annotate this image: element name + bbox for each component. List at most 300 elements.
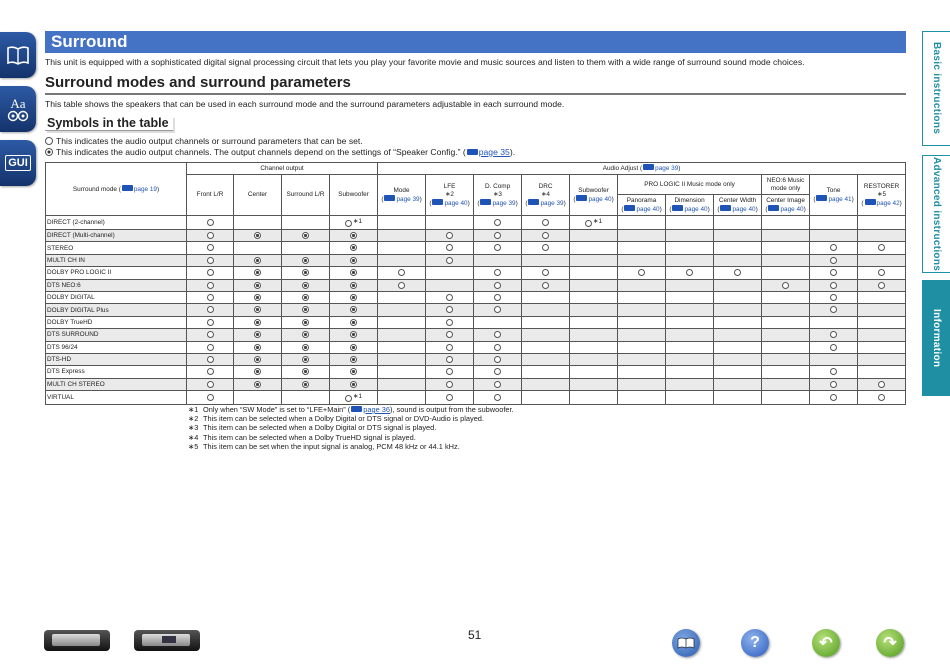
cell-lfe bbox=[426, 230, 474, 242]
cell-sub bbox=[330, 216, 378, 230]
cell-surround bbox=[282, 230, 330, 242]
cell-tone bbox=[810, 341, 858, 353]
front-panel-icon[interactable] bbox=[44, 630, 110, 651]
tab-basic-instructions[interactable] bbox=[922, 31, 950, 146]
open-circle-icon bbox=[542, 244, 549, 251]
open-circle-icon bbox=[207, 282, 214, 289]
cell-sub bbox=[330, 316, 378, 328]
cell-dcomp bbox=[474, 230, 522, 242]
table-body bbox=[46, 216, 906, 405]
page-number: 51 bbox=[468, 628, 482, 642]
cell-cimage bbox=[762, 291, 810, 303]
tab-information[interactable] bbox=[922, 280, 950, 396]
table-row bbox=[46, 304, 906, 316]
page-link[interactable]: page 39 bbox=[655, 165, 679, 172]
page-ref-icon bbox=[480, 199, 491, 205]
eye-icon bbox=[7, 110, 29, 122]
surround-mode-name: DTS 96/24 bbox=[46, 341, 187, 353]
surround-mode-name: DIRECT (Multi-channel) bbox=[46, 230, 187, 242]
cell-dimension bbox=[666, 329, 714, 341]
cell-sub bbox=[330, 353, 378, 365]
cell-dimension bbox=[666, 391, 714, 405]
cell-lfe bbox=[426, 304, 474, 316]
open-circle-icon bbox=[878, 244, 885, 251]
page-ref-icon bbox=[624, 205, 635, 211]
dotted-circle-icon bbox=[302, 381, 309, 388]
cell-subwoofer bbox=[570, 291, 618, 303]
cell-panorama bbox=[618, 329, 666, 341]
cell-dcomp bbox=[474, 216, 522, 230]
open-circle-icon bbox=[207, 368, 214, 375]
cell-surround bbox=[282, 353, 330, 365]
cell-sub bbox=[330, 230, 378, 242]
cell-panorama bbox=[618, 242, 666, 254]
open-circle-icon bbox=[878, 381, 885, 388]
dotted-circle-icon bbox=[302, 331, 309, 338]
cell-front bbox=[187, 378, 234, 390]
cell-panorama bbox=[618, 279, 666, 291]
page-link[interactable]: page 40 bbox=[732, 205, 756, 213]
cell-cimage bbox=[762, 329, 810, 341]
cell-front bbox=[187, 329, 234, 341]
header-center-width: Center Width ( page 40) bbox=[714, 195, 762, 216]
page-ref-icon bbox=[768, 205, 779, 211]
cell-dcomp bbox=[474, 341, 522, 353]
cell-subwoofer bbox=[570, 391, 618, 405]
cell-lfe bbox=[426, 341, 474, 353]
cell-lfe bbox=[426, 216, 474, 230]
dotted-circle-icon bbox=[302, 319, 309, 326]
cell-sub bbox=[330, 391, 378, 405]
open-circle-icon bbox=[494, 282, 501, 289]
cell-restorer bbox=[858, 254, 906, 266]
cell-center bbox=[234, 353, 282, 365]
dotted-circle-icon bbox=[350, 269, 357, 276]
page-ref-icon bbox=[865, 199, 876, 205]
cell-restorer bbox=[858, 378, 906, 390]
footnotes bbox=[188, 405, 514, 451]
cell-dcomp bbox=[474, 267, 522, 279]
open-circle-icon bbox=[878, 282, 885, 289]
header-dimension: Dimension ( page 40) bbox=[666, 195, 714, 216]
cell-restorer bbox=[858, 353, 906, 365]
open-circle-icon bbox=[494, 356, 501, 363]
cell-tone bbox=[810, 316, 858, 328]
cell-center bbox=[234, 267, 282, 279]
intro-text: This unit is equipped with a sophisticated digital signal processing circuit that lets you play your favorite movie and music sources and listen to them with a wide range of surround sound mode choices. bbox=[45, 57, 805, 67]
cell-center bbox=[234, 304, 282, 316]
cell-cimage bbox=[762, 279, 810, 291]
cell-tone bbox=[810, 329, 858, 341]
surround-mode-name: DOLBY DIGITAL Plus bbox=[46, 304, 187, 316]
cell-front bbox=[187, 341, 234, 353]
table-row bbox=[46, 391, 906, 405]
tab-label: Basic instructions bbox=[931, 42, 942, 135]
cell-subwoofer bbox=[570, 216, 618, 230]
cell-dimension bbox=[666, 216, 714, 230]
cell-panorama bbox=[618, 267, 666, 279]
glossary-tab[interactable] bbox=[0, 86, 36, 132]
surround-mode-name: DTS SURROUND bbox=[46, 329, 187, 341]
footnote-mark: ∗4 bbox=[188, 432, 199, 442]
cell-lfe bbox=[426, 279, 474, 291]
cell-subwoofer bbox=[570, 378, 618, 390]
dotted-circle-icon bbox=[350, 356, 357, 363]
cell-sub bbox=[330, 279, 378, 291]
cell-mode bbox=[378, 267, 426, 279]
dotted-circle-icon bbox=[254, 344, 261, 351]
open-circle-icon bbox=[542, 232, 549, 239]
cell-panorama bbox=[618, 254, 666, 266]
open-circle-icon bbox=[446, 394, 453, 401]
footnote-text: This item can be selected when a Dolby Digital or DTS signal or DVD-Audio is played. bbox=[203, 414, 484, 424]
cell-cwidth bbox=[714, 391, 762, 405]
cell-tone bbox=[810, 230, 858, 242]
page-ref-icon bbox=[816, 195, 827, 201]
cell-surround bbox=[282, 216, 330, 230]
cell-cimage bbox=[762, 316, 810, 328]
surround-mode-name: DIRECT (2-channel) bbox=[46, 216, 187, 230]
open-circle-icon bbox=[494, 269, 501, 276]
cell-dimension bbox=[666, 341, 714, 353]
dotted-circle-icon bbox=[350, 306, 357, 313]
cell-center bbox=[234, 216, 282, 230]
cell-dimension bbox=[666, 378, 714, 390]
table-row bbox=[46, 329, 906, 341]
header-plii: PRO LOGIC II Music mode only bbox=[618, 175, 762, 195]
header-tone: Tone ( page 41) bbox=[810, 175, 858, 216]
open-circle-icon bbox=[207, 219, 214, 226]
cell-subwoofer bbox=[570, 267, 618, 279]
cell-front bbox=[187, 353, 234, 365]
footnote bbox=[188, 405, 514, 414]
open-circle-icon bbox=[830, 257, 837, 264]
cell-drc bbox=[522, 267, 570, 279]
cell-surround bbox=[282, 242, 330, 254]
open-circle-icon bbox=[830, 244, 837, 251]
cell-dcomp bbox=[474, 329, 522, 341]
page-link[interactable]: page 40 bbox=[636, 205, 660, 213]
footnote-text-end: ), sound is output from the subwoofer. bbox=[389, 405, 514, 414]
footnote-mark: ∗1 bbox=[352, 393, 363, 401]
table-row bbox=[46, 242, 906, 254]
footnote-mark: ∗1 bbox=[593, 218, 603, 225]
tab-advanced-instructions[interactable] bbox=[922, 155, 950, 273]
symbol-line-1 bbox=[45, 136, 363, 146]
header-neo6: NEO:6 Music mode only bbox=[762, 175, 810, 195]
page-ref-icon bbox=[432, 199, 443, 205]
open-circle-icon bbox=[207, 232, 214, 239]
cell-cimage bbox=[762, 267, 810, 279]
cell-panorama bbox=[618, 316, 666, 328]
cell-cimage bbox=[762, 216, 810, 230]
open-circle-icon bbox=[45, 137, 53, 145]
page-link[interactable]: page 39 bbox=[396, 195, 420, 203]
surround-mode-name: MULTI CH STEREO bbox=[46, 378, 187, 390]
header-channel-output: Channel output bbox=[187, 163, 378, 175]
open-circle-icon bbox=[446, 319, 453, 326]
cell-surround bbox=[282, 254, 330, 266]
cell-mode bbox=[378, 279, 426, 291]
cell-lfe bbox=[426, 366, 474, 378]
cell-sub bbox=[330, 304, 378, 316]
cell-center bbox=[234, 242, 282, 254]
dotted-circle-icon bbox=[254, 232, 261, 239]
cell-dcomp bbox=[474, 378, 522, 390]
cell-mode bbox=[378, 378, 426, 390]
cell-tone bbox=[810, 291, 858, 303]
open-circle-icon bbox=[446, 344, 453, 351]
cell-cimage bbox=[762, 242, 810, 254]
cell-restorer bbox=[858, 267, 906, 279]
tab-label: Advanced instructions bbox=[931, 156, 942, 272]
cell-cimage bbox=[762, 230, 810, 242]
surround-table bbox=[45, 162, 906, 405]
open-circle-icon bbox=[446, 257, 453, 264]
cell-surround bbox=[282, 267, 330, 279]
cell-drc bbox=[522, 254, 570, 266]
cell-lfe bbox=[426, 267, 474, 279]
cell-dcomp bbox=[474, 291, 522, 303]
open-circle-icon bbox=[494, 394, 501, 401]
cell-restorer bbox=[858, 316, 906, 328]
header-subwoofer: Subwoofer ( page 40) bbox=[570, 175, 618, 216]
table-row bbox=[46, 341, 906, 353]
cell-drc bbox=[522, 316, 570, 328]
header-front: Front L/R bbox=[187, 175, 234, 216]
header-restorer: RESTORER ∗5 ( page 42) bbox=[858, 175, 906, 216]
cell-center bbox=[234, 391, 282, 405]
table-row bbox=[46, 230, 906, 242]
cell-dcomp bbox=[474, 316, 522, 328]
cell-panorama bbox=[618, 291, 666, 303]
cell-tone bbox=[810, 304, 858, 316]
open-circle-icon bbox=[207, 331, 214, 338]
contents-book-icon[interactable] bbox=[672, 629, 700, 657]
open-circle-icon bbox=[207, 269, 214, 276]
cell-subwoofer bbox=[570, 242, 618, 254]
symbol-line-2-end: ). bbox=[509, 147, 516, 157]
footnote-mark: ∗1 bbox=[188, 405, 199, 414]
symbols-title: Symbols in the table bbox=[45, 116, 173, 131]
surround-mode-name: DOLBY DIGITAL bbox=[46, 291, 187, 303]
open-circle-icon bbox=[830, 331, 837, 338]
cell-restorer bbox=[858, 242, 906, 254]
gui-tab[interactable] bbox=[0, 140, 36, 186]
cell-sub bbox=[330, 242, 378, 254]
cell-cimage bbox=[762, 366, 810, 378]
cell-mode bbox=[378, 366, 426, 378]
open-circle-icon bbox=[782, 282, 789, 289]
cell-cimage bbox=[762, 341, 810, 353]
open-circle-icon bbox=[207, 294, 214, 301]
cell-panorama bbox=[618, 304, 666, 316]
page-link[interactable]: page 40 bbox=[684, 205, 708, 213]
open-circle-icon bbox=[542, 282, 549, 289]
header-sub: Subwoofer bbox=[330, 175, 378, 216]
cell-cwidth bbox=[714, 291, 762, 303]
cell-restorer bbox=[858, 216, 906, 230]
header-panorama: Panorama ( page 40) bbox=[618, 195, 666, 216]
table-row bbox=[46, 254, 906, 266]
table-row bbox=[46, 279, 906, 291]
cell-panorama bbox=[618, 341, 666, 353]
table-row bbox=[46, 353, 906, 365]
dotted-circle-icon bbox=[254, 282, 261, 289]
cell-subwoofer bbox=[570, 254, 618, 266]
cell-panorama bbox=[618, 391, 666, 405]
open-circle-icon bbox=[207, 244, 214, 251]
glossary-tab-label: Aa bbox=[10, 95, 26, 111]
cell-cimage bbox=[762, 353, 810, 365]
header-surround-mode: Surround mode ( page 19) bbox=[46, 163, 187, 216]
cell-panorama bbox=[618, 216, 666, 230]
open-circle-icon bbox=[446, 356, 453, 363]
cell-surround bbox=[282, 341, 330, 353]
page-link[interactable]: page 36 bbox=[363, 405, 390, 414]
dotted-circle-icon bbox=[302, 356, 309, 363]
open-circle-icon bbox=[207, 257, 214, 264]
forward-arrow-icon[interactable]: ↷ bbox=[876, 629, 904, 657]
cell-dcomp bbox=[474, 279, 522, 291]
open-circle-icon bbox=[494, 306, 501, 313]
cell-dcomp bbox=[474, 366, 522, 378]
cell-drc bbox=[522, 329, 570, 341]
page-link[interactable]: page 41 bbox=[828, 195, 852, 203]
cell-lfe bbox=[426, 353, 474, 365]
cell-front bbox=[187, 291, 234, 303]
page-link[interactable]: page 40 bbox=[444, 199, 468, 207]
footnote bbox=[188, 414, 514, 423]
open-circle-icon bbox=[830, 344, 837, 351]
cell-drc bbox=[522, 304, 570, 316]
open-circle-icon bbox=[446, 232, 453, 239]
open-circle-icon bbox=[446, 294, 453, 301]
cell-front bbox=[187, 267, 234, 279]
cell-mode bbox=[378, 316, 426, 328]
cell-cimage bbox=[762, 391, 810, 405]
page-link[interactable]: page 42 bbox=[876, 199, 900, 207]
open-circle-icon bbox=[446, 244, 453, 251]
cell-cwidth bbox=[714, 366, 762, 378]
manual-tab[interactable] bbox=[0, 32, 36, 78]
cell-sub bbox=[330, 366, 378, 378]
dotted-circle-icon bbox=[302, 282, 309, 289]
cell-mode bbox=[378, 230, 426, 242]
open-circle-icon bbox=[686, 269, 693, 276]
cell-sub bbox=[330, 378, 378, 390]
page-ref-icon bbox=[576, 195, 587, 201]
cell-restorer bbox=[858, 391, 906, 405]
cell-lfe bbox=[426, 391, 474, 405]
cell-cwidth bbox=[714, 341, 762, 353]
cell-dimension bbox=[666, 279, 714, 291]
cell-drc bbox=[522, 291, 570, 303]
open-circle-icon bbox=[878, 394, 885, 401]
page-link[interactable]: page 35 bbox=[478, 147, 510, 157]
help-question-icon[interactable]: ? bbox=[741, 629, 769, 657]
cell-panorama bbox=[618, 366, 666, 378]
dotted-circle-icon bbox=[350, 257, 357, 264]
cell-lfe bbox=[426, 242, 474, 254]
page-link[interactable]: page 39 bbox=[540, 199, 564, 207]
cell-surround bbox=[282, 329, 330, 341]
table-row bbox=[46, 291, 906, 303]
footnote-mark: ∗5 bbox=[188, 441, 199, 451]
page-link[interactable]: page 40 bbox=[588, 195, 612, 203]
open-circle-icon bbox=[638, 269, 645, 276]
surround-mode-name: STEREO bbox=[46, 242, 187, 254]
cell-dimension bbox=[666, 304, 714, 316]
cell-drc bbox=[522, 378, 570, 390]
cell-panorama bbox=[618, 378, 666, 390]
cell-front bbox=[187, 230, 234, 242]
dotted-circle-icon bbox=[350, 294, 357, 301]
cell-dimension bbox=[666, 254, 714, 266]
display-panel-icon[interactable] bbox=[134, 630, 200, 651]
gui-tab-label: GUI bbox=[5, 155, 31, 171]
footnote-text: This item can be selected when a Dolby Digital or DTS signal is played. bbox=[203, 423, 437, 433]
open-circle-icon bbox=[830, 394, 837, 401]
cell-front bbox=[187, 366, 234, 378]
open-circle-icon bbox=[830, 381, 837, 388]
dotted-circle-icon bbox=[350, 319, 357, 326]
open-circle-icon bbox=[494, 244, 501, 251]
cell-subwoofer bbox=[570, 304, 618, 316]
footnote-mark: ∗2 bbox=[188, 414, 199, 424]
dotted-circle-icon bbox=[350, 282, 357, 289]
cell-cimage bbox=[762, 304, 810, 316]
cell-cwidth bbox=[714, 353, 762, 365]
open-circle-icon bbox=[494, 344, 501, 351]
cell-subwoofer bbox=[570, 353, 618, 365]
cell-tone bbox=[810, 216, 858, 230]
footnote-text: This item can be selected when a Dolby TrueHD signal is played. bbox=[203, 432, 416, 442]
open-circle-icon bbox=[494, 219, 501, 226]
cell-surround bbox=[282, 279, 330, 291]
page-link[interactable]: page 19 bbox=[133, 185, 157, 193]
cell-dcomp bbox=[474, 304, 522, 316]
cell-drc bbox=[522, 216, 570, 230]
open-circle-icon bbox=[830, 269, 837, 276]
page-ref-icon bbox=[384, 195, 395, 201]
cell-dimension bbox=[666, 316, 714, 328]
cell-tone bbox=[810, 267, 858, 279]
tab-label: Information bbox=[931, 308, 942, 368]
open-circle-icon bbox=[585, 220, 592, 227]
page-ref-icon bbox=[122, 185, 133, 191]
open-circle-icon bbox=[542, 269, 549, 276]
footnote-mark: ∗1 bbox=[352, 218, 363, 225]
cell-front bbox=[187, 304, 234, 316]
cell-cwidth bbox=[714, 279, 762, 291]
cell-center bbox=[234, 329, 282, 341]
dotted-circle-icon bbox=[302, 232, 309, 239]
page-link[interactable]: page 39 bbox=[492, 199, 516, 207]
cell-drc bbox=[522, 242, 570, 254]
open-circle-icon bbox=[446, 306, 453, 313]
cell-center bbox=[234, 254, 282, 266]
cell-tone bbox=[810, 353, 858, 365]
surround-mode-name: MULTI CH IN bbox=[46, 254, 187, 266]
open-circle-icon bbox=[398, 269, 405, 276]
dotted-circle-icon bbox=[350, 368, 357, 375]
page-ref-icon bbox=[720, 205, 731, 211]
page-link[interactable]: page 40 bbox=[780, 205, 804, 213]
back-arrow-icon[interactable]: ↶ bbox=[812, 629, 840, 657]
surround-mode-name: VIRTUAL bbox=[46, 391, 187, 405]
cell-sub bbox=[330, 341, 378, 353]
